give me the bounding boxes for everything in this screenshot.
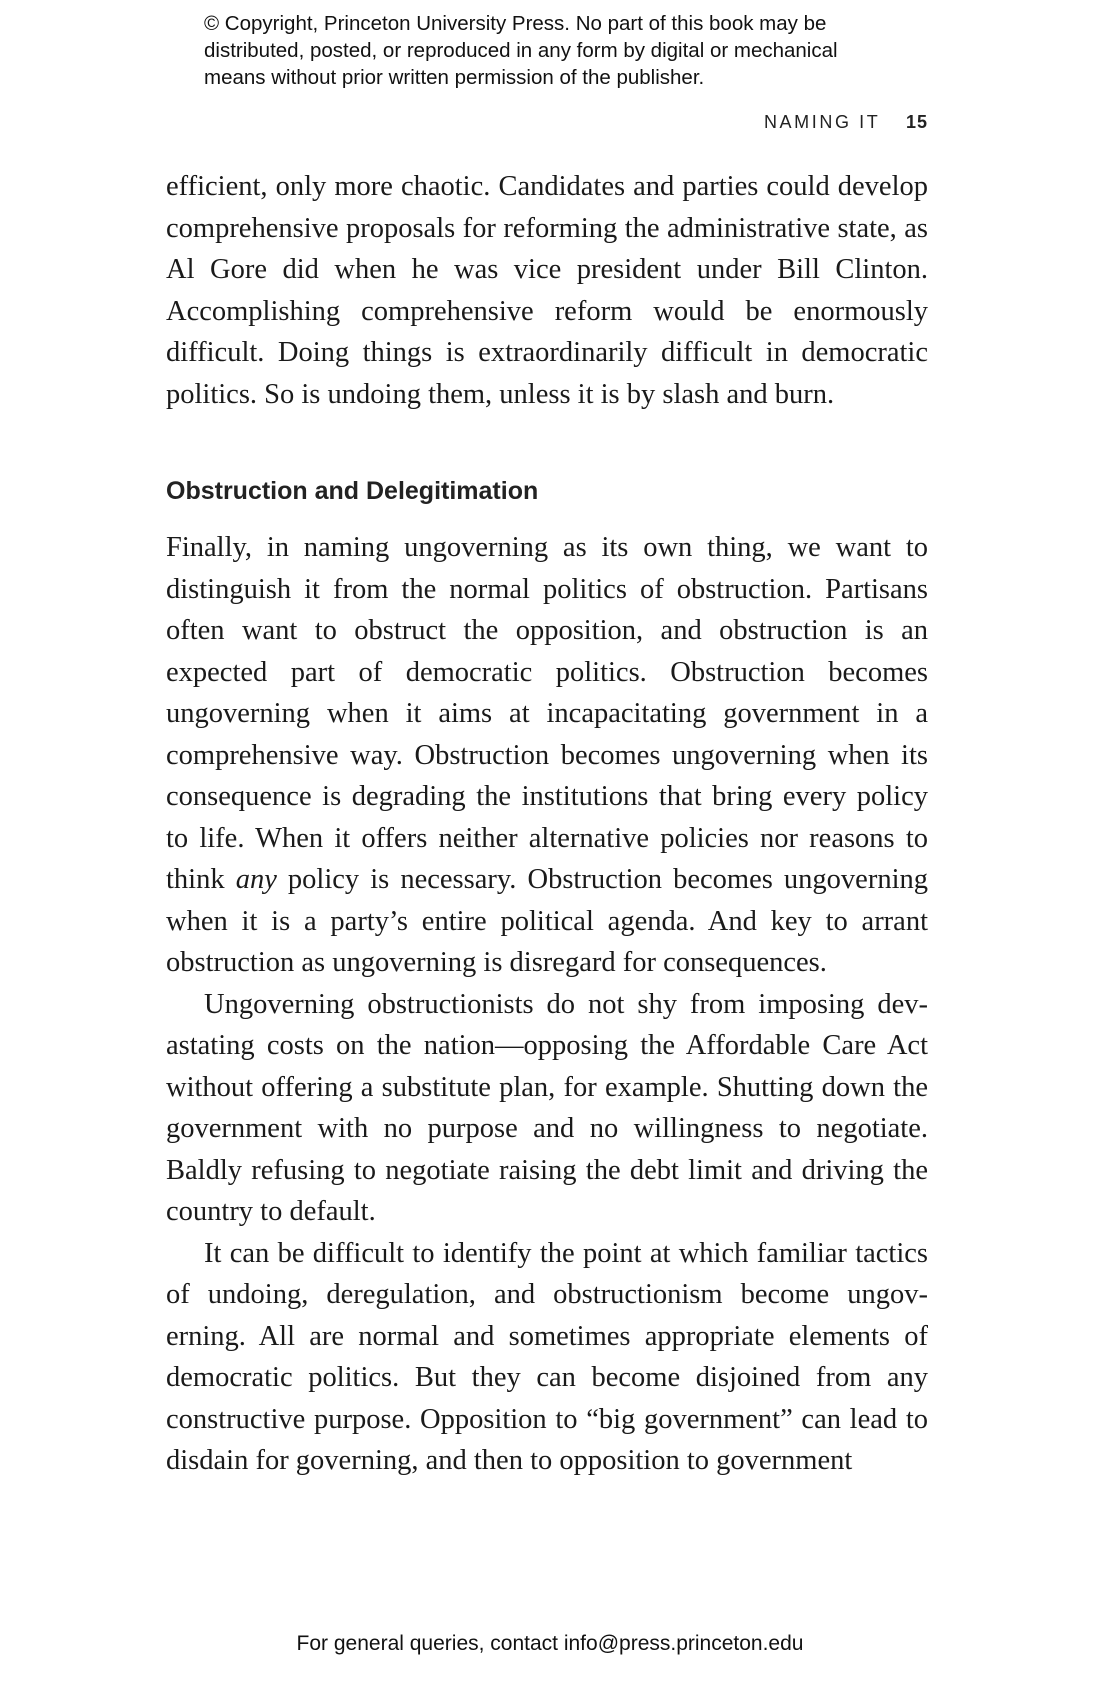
copyright-line: means without prior written permission of the publisher. (204, 66, 705, 89)
footer-contact: For general queries, contact info@press.princeton.edu (296, 1632, 804, 1655)
page-number: 15 (905, 112, 928, 132)
copyright-line: © Copyright, Princeton University Press. No part of this book may be (204, 12, 827, 35)
emphasis: any (235, 864, 277, 895)
paragraph (166, 527, 928, 984)
running-head-title: NAMING IT (763, 112, 881, 132)
paragraph: It can be difficult to identify the point at which familiar tactics of undoing, deregulation, and obstructionism become ungoverning. All are normal and sometimes appropriate elements of democratic politics. But they can become disjoined from any constructive purpose. Opposition to “big government” can lead to disdain for governing, and then to opposition to government (166, 1237, 928, 1476)
running-head (764, 112, 928, 133)
page-body (166, 166, 928, 1482)
paragraph-text: Finally, in naming ungoverning as its own thing, we want to distinguish it from the normal politics of obstruction. Partisans often want to obstruct the opposition, and obstruction is an expected part of democratic politics. Obstruction becomes ungoverning when it aims at incapacitating government in a comprehensive way. Obstruction becomes ungoverning when its consequence is degrading the institutions that bring every policy to life. When it offers neither alternative policies nor reasons to think (166, 532, 928, 895)
copyright-line: distributed, posted, or reproduced in any form by digital or mechanical (204, 39, 838, 62)
section-heading: Obstruction and Delegitimation (166, 477, 539, 505)
copyright-notice (204, 10, 924, 91)
paragraph: efficient, only more chaotic. Candidates and parties could develop comprehensive proposals for reforming the administrative state, as Al Gore did when he was vice president under Bill Clinton. Accomplishing comprehensive reform would be enormously difficult. Doing things is extraordinarily difficult in democratic politics. So is undoing them, unless it is by slash and burn. (166, 171, 928, 410)
paragraph: Ungoverning obstructionists do not shy from imposing devastating costs on the nation—opposing the Affordable Care Act without offering a substitute plan, for example. Shutting down the government with no purpose and no willingness to negotiate. Baldly refusing to negotiate raising the debt limit and driving the country to default. (166, 988, 928, 1227)
paragraph-text: policy is necessary. Obstruction becomes ungoverning when it is a party’s entire political agenda. And key to arrant obstruction as ungoverning is disregard for consequences. (166, 864, 928, 978)
